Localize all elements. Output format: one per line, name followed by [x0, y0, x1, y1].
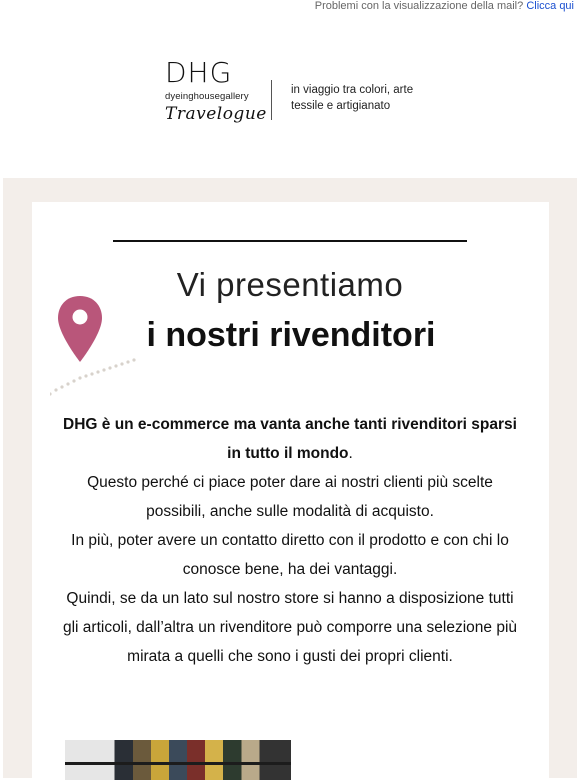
- hero-title-line1: Vi presentiamo: [176, 266, 404, 303]
- pin-hole: [73, 310, 88, 325]
- pin-shape: [58, 296, 102, 362]
- intro-bold: DHG è un e-commerce ma vanta anche tanti rivenditori sparsi in tutto il mondo: [63, 416, 517, 462]
- paragraph-choice: Questo perché ci piace poter dare ai nostri clienti più scelte possibili, anche sulle modalità di acquisto.: [87, 474, 493, 520]
- dotted-trail: [50, 358, 136, 395]
- paragraph-contact: In più, poter avere un contatto diretto con il prodotto e con chi lo conosce bene, ha dei vantaggi.: [71, 532, 509, 578]
- logo-subtitle: dyeinghousegallery: [165, 91, 249, 102]
- header-tagline: in viaggio tra colori, arte tessile e artigianato: [291, 84, 414, 112]
- store-photo: [65, 740, 291, 780]
- logo-wordmark: DHG: [165, 56, 233, 89]
- view-in-browser-notice: [315, 0, 574, 14]
- intro-bold-end: .: [348, 445, 353, 462]
- header-divider: [271, 80, 272, 120]
- title-rule: [113, 240, 467, 242]
- hero-title-line2: i nostri rivenditori: [146, 316, 436, 354]
- notice-text: Problemi con la visualizzazione della mail?: [314, 0, 524, 12]
- email-header: [0, 58, 580, 148]
- logo-script: Travelogue: [165, 104, 267, 124]
- intro-text: [60, 410, 520, 671]
- intro-bold-paragraph: [60, 410, 520, 468]
- photo-shelf: [65, 762, 291, 765]
- map-pin-icon: [50, 292, 140, 402]
- paragraph-selection: Quindi, se da un lato sul nostro store si hanno a disposizione tutti gli articoli, dall’altra un rivenditore può comporre una selezione più mirata a quelli che sono i gusti dei propri clienti.: [62, 590, 518, 665]
- brand-logo[interactable]: [165, 56, 267, 124]
- view-in-browser-link[interactable]: Clicca qui: [526, 0, 574, 12]
